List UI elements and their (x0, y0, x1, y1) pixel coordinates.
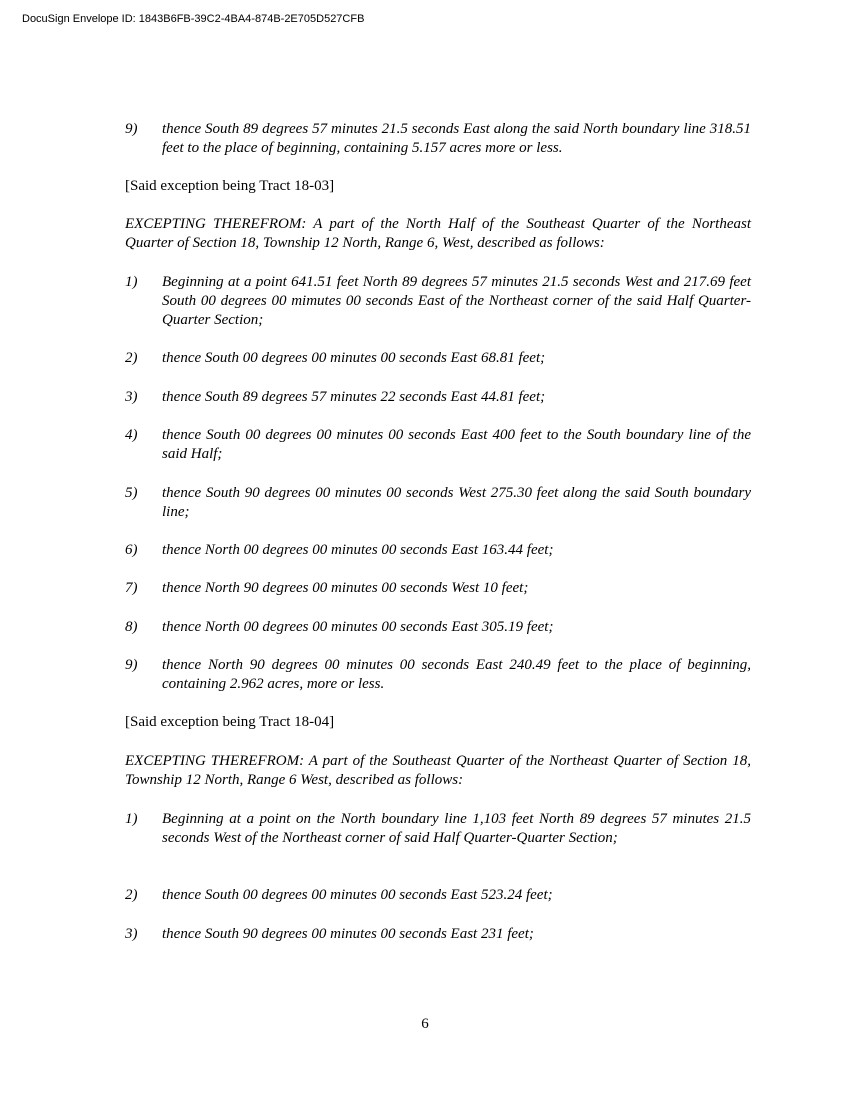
item-text: thence South 00 degrees 00 minutes 00 seconds East 68.81 feet; (162, 350, 546, 366)
list-item (125, 273, 751, 330)
item-text: thence North 00 degrees 00 minutes 00 seconds East 163.44 feet; (162, 542, 554, 558)
list-item (125, 579, 751, 598)
item-number: 6) (125, 542, 138, 558)
item-number: 8) (125, 619, 138, 635)
list-item (125, 349, 751, 368)
item-number: 3) (125, 926, 138, 942)
list-item (125, 484, 751, 522)
list-item (125, 656, 751, 694)
item-number: 5) (125, 485, 138, 501)
page-number: 6 (421, 1016, 429, 1032)
list-item (125, 426, 751, 464)
item-text: thence South 89 degrees 57 minutes 21.5 seconds East along the said North boundary line 318.51 feet to the place of beginning, containing 5.157 acres more or less. (162, 121, 751, 156)
list-item (125, 120, 751, 158)
item-text: thence North 00 degrees 00 minutes 00 seconds East 305.19 feet; (162, 619, 554, 635)
tract-note: [Said exception being Tract 18-03] (125, 178, 335, 194)
item-text: thence South 00 degrees 00 minutes 00 seconds East 523.24 feet; (162, 887, 553, 903)
item-text: thence South 00 degrees 00 minutes 00 seconds East 400 feet to the South boundary line of the said Half; (162, 427, 751, 462)
list-item (125, 810, 751, 848)
item-number: 9) (125, 121, 138, 137)
tract-note: [Said exception being Tract 18-04] (125, 714, 335, 730)
item-number: 1) (125, 274, 138, 290)
list-item (125, 886, 751, 905)
item-number: 2) (125, 350, 138, 366)
item-text: Beginning at a point on the North boundary line 1,103 feet North 89 degrees 57 minutes 21.5 seconds West of the Northeast corner of said Half Quarter-Quarter Section; (162, 811, 751, 846)
item-text: thence North 90 degrees 00 minutes 00 seconds West 10 feet; (162, 580, 529, 596)
item-text: thence North 90 degrees 00 minutes 00 seconds East 240.49 feet to the place of beginning, containing 2.962 acres, more or less. (162, 657, 751, 692)
list-item (125, 388, 751, 407)
docusign-envelope-id: DocuSign Envelope ID: 1843B6FB-39C2-4BA4-874B-2E705D527CFB (22, 13, 365, 25)
item-number: 3) (125, 389, 138, 405)
item-number: 1) (125, 811, 138, 827)
item-number: 4) (125, 427, 138, 443)
item-text: thence South 89 degrees 57 minutes 22 seconds East 44.81 feet; (162, 389, 546, 405)
item-text: thence South 90 degrees 00 minutes 00 seconds East 231 feet; (162, 926, 534, 942)
exception-paragraph: EXCEPTING THEREFROM: A part of the North Half of the Southeast Quarter of the Northeast Quarter of Section 18, Township 12 North, Range 6, West, described as follows: (125, 216, 751, 251)
item-text: thence South 90 degrees 00 minutes 00 seconds West 275.30 feet along the said South boundary line; (162, 485, 751, 520)
item-number: 2) (125, 887, 138, 903)
list-item (125, 925, 751, 944)
item-number: 7) (125, 580, 138, 596)
exception-paragraph: EXCEPTING THEREFROM: A part of the Southeast Quarter of the Northeast Quarter of Section 18, Township 12 North, Range 6 West, described as follows: (125, 753, 751, 788)
list-item (125, 618, 751, 637)
item-number: 9) (125, 657, 138, 673)
list-item (125, 541, 751, 560)
item-text: Beginning at a point 641.51 feet North 89 degrees 57 minutes 21.5 seconds West and 217.69 feet South 00 degrees 00 mimutes 00 seconds East of the Northeast corner of the said Half Quarter-Quarter Section; (162, 274, 751, 328)
